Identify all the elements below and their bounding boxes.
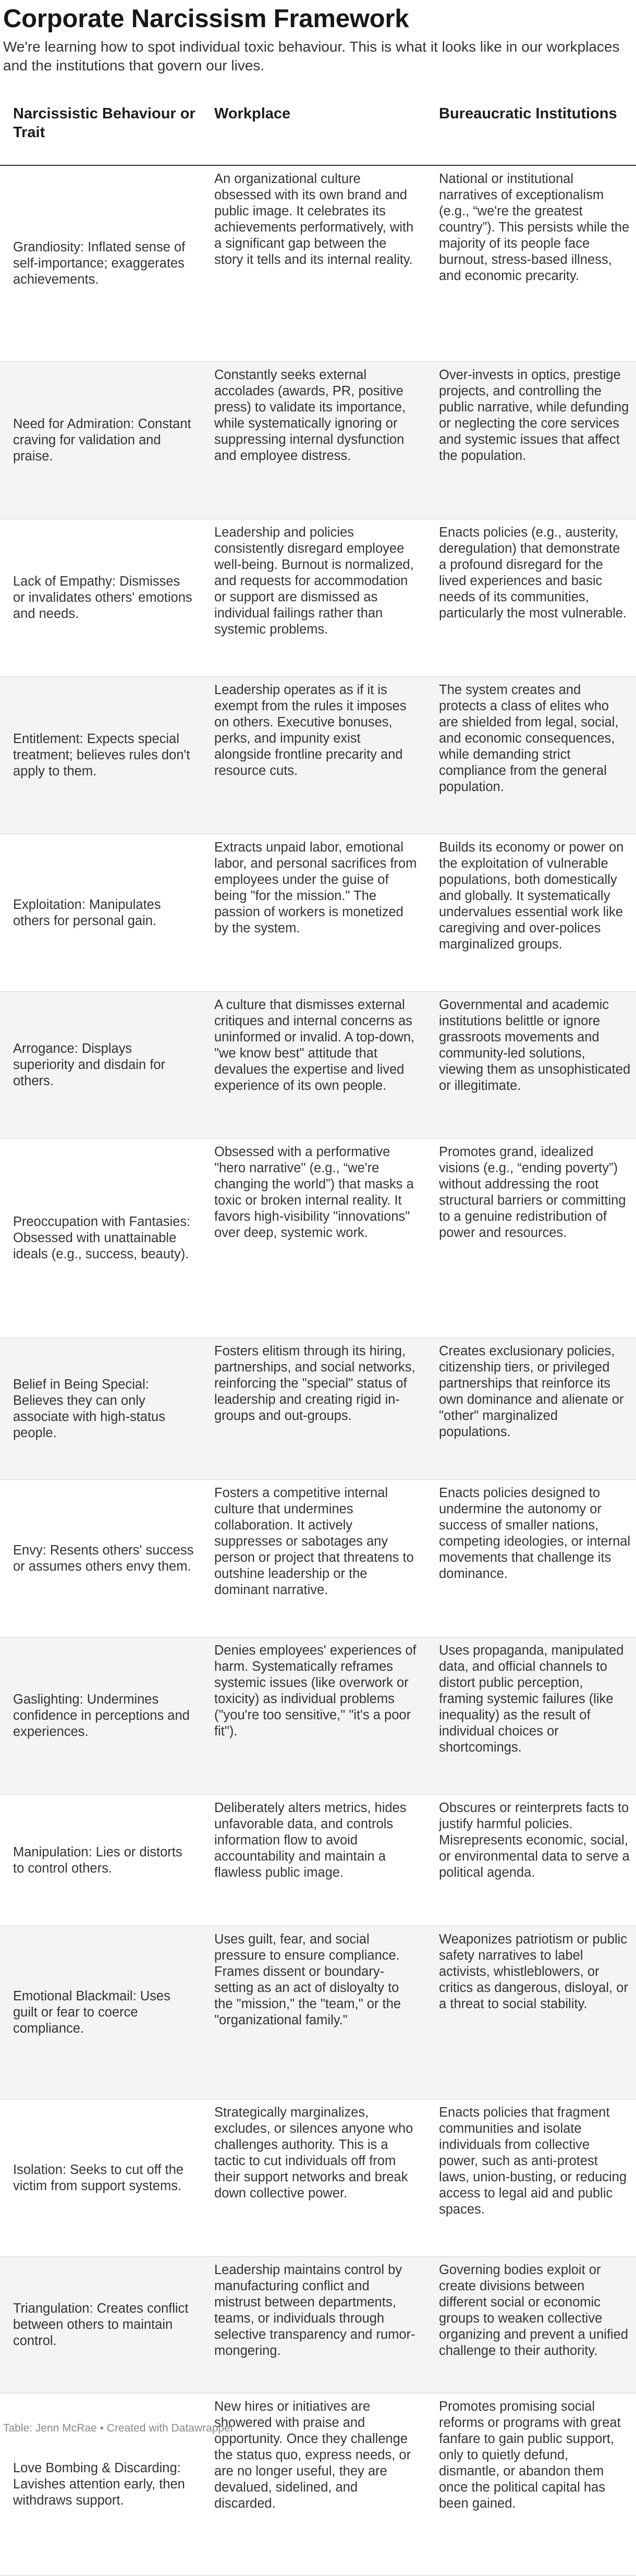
workplace-cell-text: Extracts unpaid labor, emotional labor, and personal sacrifices from employees under the guise of being "for the mission." The passion of workers is monetized by the system. [214, 840, 417, 935]
trait-cell-text: Love Bombing & Discarding: Lavishes attention early, then withdraws support. [13, 2461, 185, 2508]
table-row [0, 519, 636, 677]
institutions-cell [430, 834, 636, 991]
workplace-cell-text: Fosters a competitive internal culture that undermines collaboration. It actively suppresses or sabotages any person or project that threatens to outshine leadership or the dominant narrative. [214, 1486, 414, 1597]
table-row [0, 677, 636, 834]
workplace-cell [205, 519, 430, 676]
table-row [0, 2099, 636, 2257]
table-row [0, 2257, 636, 2393]
trait-cell [0, 1139, 205, 1338]
footer-credit: Table: Jenn McRae • Created with Datawrapper [3, 2422, 234, 2434]
workplace-cell-text: An organizational culture obsessed with its own brand and public image. It celebrates its achievements performatively, with a significant gap between the story it tells and its internal reality. [214, 172, 414, 267]
table-row [0, 166, 636, 362]
trait-cell-text: Isolation: Seeks to cut off the victim from support systems. [13, 2162, 184, 2193]
trait-cell-text: Emotional Blackmail: Uses guilt or fear to coerce compliance. [13, 1989, 170, 2036]
trait-cell [0, 677, 205, 834]
workplace-cell-text: Leadership operates as if it is exempt from the rules it imposes on others. Executive bonuses, perks, and impunity exist alongside frontline precarity and resource cuts. [214, 683, 407, 778]
trait-cell-text: Lack of Empathy: Dismisses or invalidates others' emotions and needs. [13, 574, 192, 621]
trait-cell-text: Arrogance: Displays superiority and disdain for others. [13, 1041, 165, 1088]
institutions-cell-text: The system creates and protects a class of elites who are shielded from legal, social, and economic consequences, while demanding strict compliance from the general population. [439, 683, 619, 794]
institutions-cell-text: Enacts policies that fragment communities and isolate individuals from collective power, such as anti-protest laws, union-busting, or reducing access to legal aid and public spaces. [439, 2105, 627, 2217]
trait-cell [0, 992, 205, 1138]
table-row [0, 834, 636, 992]
page-subtitle: We're learning how to spot individual toxic behaviour. This is what it looks like in our workplaces and the institutions that govern our lives. [3, 39, 620, 74]
page-title: Corporate Narcissism Framework [3, 5, 409, 33]
workplace-cell [205, 2257, 430, 2393]
workplace-cell [205, 677, 430, 834]
workplace-cell-text: Strategically marginalizes, excludes, or silences anyone who challenges authority. This is a tactic to cut individuals off from their support networks and break down collective power. [214, 2105, 413, 2201]
institutions-cell-text: Uses propaganda, manipulated data, and official channels to distort public perception, framing systemic failures (like inequality) as the result of individual choices or shortcomings. [439, 1643, 624, 1755]
institutions-cell-text: Creates exclusionary policies, citizenship tiers, or privileged partnerships that reinforce its own dominance and alienate or "other" marginalized populations. [439, 1344, 624, 1439]
table-body [0, 166, 636, 2576]
institutions-cell-text: Enacts policies (e.g., austerity, deregulation) that demonstrate a profound disregard for the lived experiences and basic needs of its communities, particularly the most vulnerable. [439, 525, 627, 621]
institutions-cell-text: Weaponizes patriotism or public safety narratives to label activists, whistleblowers, or critics as dangerous, disloyal, or a threat to social stability. [439, 1932, 628, 2011]
institutions-cell [430, 1926, 636, 2099]
trait-cell [0, 2099, 205, 2256]
trait-cell-text: Envy: Resents others' success or assumes others envy them. [13, 1542, 194, 1574]
institutions-cell [430, 992, 636, 1138]
trait-cell [0, 519, 205, 676]
workplace-cell-text: Obsessed with a performative "hero narrative" (e.g., “we're changing the world”) that masks a toxic or broken internal reality. It favors high-visibility "innovations" over deep, systemic work. [214, 1145, 414, 1240]
column-header-institutions: Bureaucratic Institutions [439, 105, 617, 122]
workplace-cell [205, 166, 430, 361]
trait-cell-text: Grandiosity: Inflated sense of self-importance; exaggerates achievements. [13, 240, 186, 287]
trait-cell [0, 834, 205, 991]
institutions-cell-text: Enacts policies designed to undermine the autonomy or success of smaller nations, competing ideologies, or internal movements that challenge its dominance. [439, 1486, 631, 1581]
table-row [0, 1480, 636, 1637]
institutions-cell [430, 1480, 636, 1637]
table-row [0, 362, 636, 519]
trait-cell-text: Exploitation: Manipulates others for personal gain. [13, 897, 161, 928]
column-header-trait: Narcissistic Behaviour or Trait [13, 105, 195, 141]
trait-cell-text: Need for Admiration: Constant craving for validation and praise. [13, 417, 191, 464]
workplace-cell-text: Constantly seeks external accolades (awards, PR, positive press) to validate its importance, while systematically ignoring or suppressing internal dysfunction and employee distress. [214, 368, 406, 463]
trait-cell [0, 1795, 205, 1926]
workplace-cell [205, 2099, 430, 2256]
institutions-cell [430, 1637, 636, 1794]
workplace-cell-text: Leadership maintains control by manufacturing conflict and mistrust between departments, teams, or individuals through selective transparency and rumor-mongering. [214, 2263, 415, 2358]
workplace-cell [205, 362, 430, 519]
workplace-cell-text: A culture that dismisses external critiques and internal concerns as uninformed or invalid. A top-down, "we know best" attitude that devalues the expertise and lived experience of its own people. [214, 998, 415, 1093]
institutions-cell-text: Promotes grand, idealized visions (e.g., “ending poverty”) without addressing the root structural barriers or committing to a genuine redistribution of power and resources. [439, 1145, 626, 1240]
institutions-cell [430, 362, 636, 519]
workplace-cell-text: New hires or initiatives are showered with praise and opportunity. Once they challenge the status quo, express needs, or are no longer useful, they are devalued, sidelined, and discarded. [214, 2399, 411, 2511]
workplace-cell [205, 1926, 430, 2099]
trait-cell [0, 1480, 205, 1637]
table-row [0, 1139, 636, 1338]
trait-cell [0, 2257, 205, 2393]
institutions-cell [430, 677, 636, 834]
trait-cell [0, 2393, 205, 2575]
column-header-workplace: Workplace [214, 105, 291, 122]
institutions-cell [430, 1338, 636, 1479]
workplace-cell-text: Uses guilt, fear, and social pressure to ensure compliance. Frames dissent or boundary-setting as an act of disloyalty to the "mission," the "team," or the "organizational family." [214, 1932, 401, 2027]
workplace-cell-text: Leadership and policies consistently disregard employee well-being. Burnout is normalized, and requests for accommodation or support are dismissed as individual failings rather than systemic problems. [214, 525, 414, 637]
workplace-cell [205, 2393, 430, 2575]
trait-cell [0, 166, 205, 361]
trait-cell-text: Belief in Being Special: Believes they can only associate with high-status people. [13, 1377, 165, 1440]
workplace-cell [205, 1139, 430, 1338]
institutions-cell-text: National or institutional narratives of exceptionalism (e.g., “we're the greatest country”). This persists while the majority of its people face burnout, stress-based illness, and economic precarity. [439, 172, 630, 283]
trait-cell [0, 1338, 205, 1479]
trait-cell-text: Gaslighting: Undermines confidence in perceptions and experiences. [13, 1692, 190, 1739]
table-header [0, 103, 636, 166]
institutions-cell [430, 519, 636, 676]
trait-cell [0, 1637, 205, 1794]
workplace-cell [205, 1480, 430, 1637]
trait-cell-text: Manipulation: Lies or distorts to control others. [13, 1844, 182, 1876]
workplace-cell [205, 1338, 430, 1479]
institutions-cell-text: Builds its economy or power on the exploitation of vulnerable populations, both domestically and globally. It systematically undervalues essential work like caregiving and over-polices marginalized groups. [439, 840, 624, 952]
institutions-cell [430, 2257, 636, 2393]
trait-cell-text: Entitlement: Expects special treatment; believes rules don't apply to them. [13, 732, 190, 779]
table-row [0, 1338, 636, 1480]
institutions-cell-text: Governmental and academic institutions belittle or ignore grassroots movements and community-led solutions, viewing them as unsophisticated or illegitimate. [439, 998, 631, 1093]
workplace-cell [205, 1637, 430, 1794]
institutions-cell-text: Governing bodies exploit or create divisions between different social or economic groups to weaken collective organizing and prevent a unified challenge to their authority. [439, 2263, 628, 2358]
table-row [0, 2393, 636, 2576]
workplace-cell-text: Deliberately alters metrics, hides unfavorable data, and controls information flow to avoid accountability and maintain a flawless public image. [214, 1801, 407, 1880]
trait-cell [0, 1926, 205, 2099]
table-row [0, 1795, 636, 1926]
framework-table [0, 103, 636, 2576]
workplace-cell [205, 834, 430, 991]
trait-cell-text: Preoccupation with Fantasies: Obsessed with unattainable ideals (e.g., success, beauty). [13, 1214, 191, 1261]
workplace-cell-text: Denies employees' experiences of harm. Systematically reframes systemic issues (like overwork or toxicity) as individual problems ("you're too sensitive," "it's a poor fit"). [214, 1643, 417, 1739]
workplace-cell [205, 992, 430, 1138]
table-row [0, 1926, 636, 2099]
institutions-cell-text: Over-invests in optics, prestige projects, and controlling the public narrative, while defunding or neglecting the core services and systemic issues that affect the population. [439, 368, 629, 463]
institutions-cell-text: Promotes promising social reforms or programs with great fanfare to gain public support, only to quietly defund, dismantle, or abandon them once the political capital has been gained. [439, 2399, 621, 2511]
trait-cell-text: Triangulation: Creates conflict between others to maintain control. [13, 2301, 189, 2348]
table-row [0, 992, 636, 1139]
institutions-cell [430, 1795, 636, 1926]
institutions-cell [430, 166, 636, 361]
workplace-cell-text: Fosters elitism through its hiring, partnerships, and social networks, reinforcing the "special" status of leadership and creating rigid in-groups and out-groups. [214, 1344, 415, 1423]
institutions-cell [430, 2099, 636, 2256]
institutions-cell [430, 2393, 636, 2575]
institutions-cell [430, 1139, 636, 1338]
table-row [0, 1637, 636, 1795]
institutions-cell-text: Obscures or reinterprets facts to justify harmful policies. Misrepresents economic, social, or environmental data to serve a political agenda. [439, 1801, 630, 1880]
trait-cell [0, 362, 205, 519]
workplace-cell [205, 1795, 430, 1926]
